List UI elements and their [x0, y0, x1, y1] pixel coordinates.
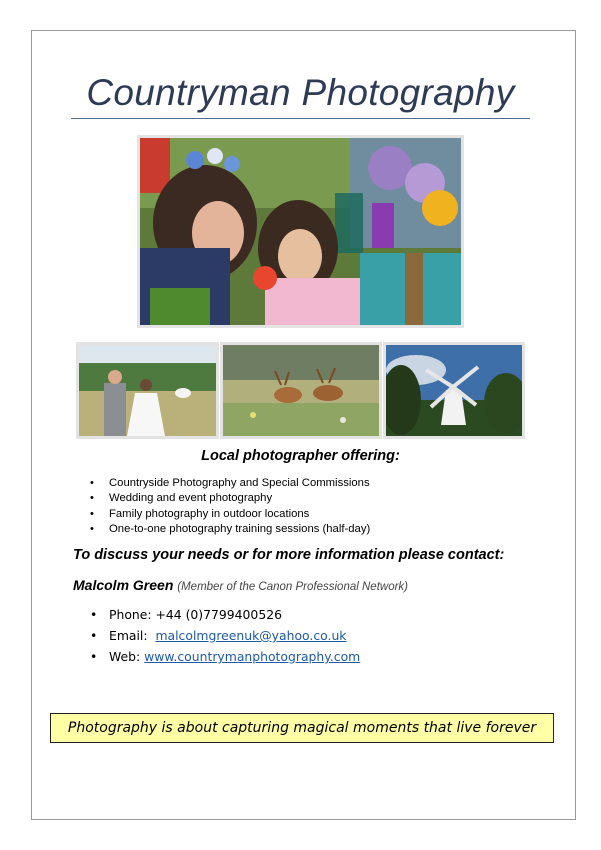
- contact-list: [88, 604, 360, 667]
- list-item: • One-to-one photography training sessions (half-day): [88, 522, 370, 537]
- offering-heading: Local photographer offering:: [201, 448, 400, 464]
- email-label: Email:: [109, 628, 148, 643]
- contact-heading: To discuss your needs or for more information please contact:: [73, 547, 505, 563]
- deer-in-meadow-photo: [220, 342, 382, 439]
- list-item: • Wedding and event photography: [88, 491, 370, 506]
- wedding-couple-photo: [76, 342, 219, 439]
- phone-item: [88, 604, 360, 625]
- list-item: • Family photography in outdoor locations: [88, 507, 370, 522]
- email-item: [88, 625, 360, 646]
- list-item: • Countryside Photography and Special Commissions: [88, 476, 370, 491]
- hero-photo: [137, 135, 464, 328]
- page-title: Countryman Photography: [86, 72, 515, 113]
- tagline-text: Photography is about capturing magical moments that live forever: [67, 720, 537, 736]
- phone-text: Phone: +44 (0)7799400526: [109, 607, 282, 622]
- offering-list: [88, 476, 370, 538]
- title-underline: [71, 118, 530, 119]
- contact-name: Malcolm Green: [73, 577, 174, 593]
- contact-person: [73, 577, 408, 593]
- windmill-photo: [383, 342, 525, 439]
- web-label: Web:: [109, 649, 141, 664]
- tagline-box: [50, 713, 554, 743]
- web-link[interactable]: www.countrymanphotography.com: [144, 649, 361, 664]
- email-link[interactable]: malcolmgreenuk@yahoo.co.uk: [155, 628, 347, 643]
- membership-note: (Member of the Canon Professional Network): [177, 581, 409, 593]
- web-item: [88, 646, 360, 667]
